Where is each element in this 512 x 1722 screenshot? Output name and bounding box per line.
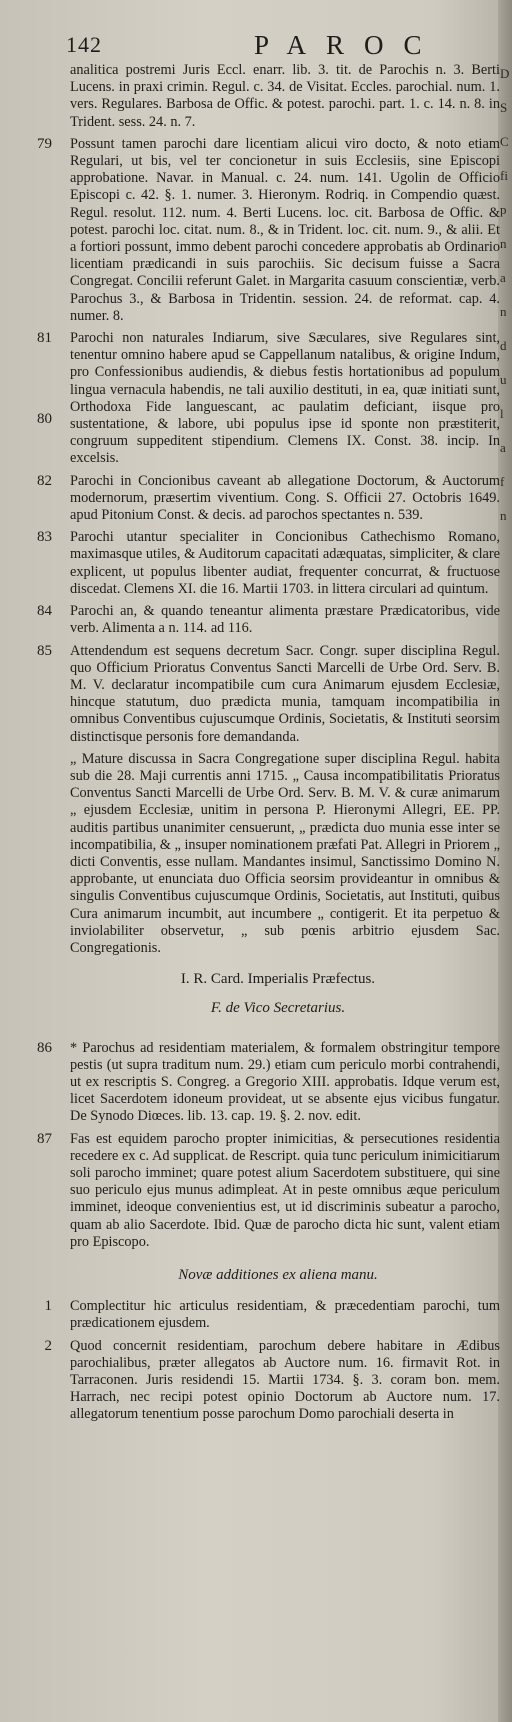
paragraph-text: analitica postremi Juris Eccl. enarr. lib. 3. tit. de Parochis n. 3. Berti Lucens. in praxi crimin. Regul. c. 34. de Visitat. Eccles. parochial. num. 1. vers. Regulares. Barbosa de Offic. & potest. parochi. part. 1. c. 14. n. 8. in Trident. sess. 24. n. 7. — [70, 62, 500, 130]
adjacent-page-letter: d — [500, 338, 507, 353]
adjacent-page-letter: n — [500, 236, 507, 251]
paragraph-text: Parochi non naturales Indiarum, sive Sæculares, sive Regulares sint, tenentur omnino habere apud se Cappellanum natalibus, & origine Indum, pro Confessionibus audiendis, & diebus festis hortationibus ad populum lingua vernacula habendis, ne tali auxilio destituti, in ea, quæ initiati sunt, Orthodoxa Fide languescant, ac paulatim deficiant, iisque pro sustentatione, & labore, ubi populus ipse id sponte non præstiterit, congruum suppeditent stipendium. Clemens IX. Const. 38. incip. In excelsis. — [70, 330, 500, 467]
adjacent-page-letter: S — [500, 100, 508, 115]
adjacent-page-letter: u — [500, 372, 507, 387]
addition-2 — [44, 1337, 500, 1424]
paragraph-number: 84 — [37, 603, 52, 620]
paragraph-number: 2 — [44, 1337, 52, 1354]
paragraph-text: Parochi in Concionibus caveant ab allegatione Doctorum, & Auctorum modernorum, præsertim viventium. Cong. S. Officii 27. Octobris 1649. apud Pitonium Const. & decis. ad parochos spectantes n. 539. — [70, 472, 500, 524]
paragraph-84 — [37, 603, 500, 637]
paragraph-number: 1 — [44, 1298, 52, 1315]
adjacent-page-letter: n — [500, 508, 507, 523]
paragraph-text: Possunt tamen parochi dare licentiam alicui viro docto, & noto etiam Regulari, ut bis, vel ter concionetur in suis Ecclesiis, sine Episcopi approbatione. Navar. in Manual. c. 24. num. 141. Ugolin de Officio Episcopi c. 42. §. 1. numer. 3. Hieronym. Rodriq. in Compendio quæst. Regul. resolut. 112. num. 4. Berti Lucens. loc. cit. Barbosa de Offic. & potest. parochi loc. citat. num. 8., & in Trident. loc. cit. num. 9., & alii. Et a fortiori possunt, immo debent parochi concedere approbatis ab Ordinario licentiam prædicandi in suis parochiis. Sic decisum fuisse a Sacra Congregat. Concilii referunt Galet. in Margarita casuum conscientiæ, verb. Parochus 3., & Barbosa in Tridentin. session. 24. de reformat. cap. 4. numer. 8. — [70, 135, 500, 324]
adjacent-page-letter: a — [500, 270, 506, 285]
paragraph-86 — [37, 1039, 500, 1126]
paragraph-text: Parochi an, & quando teneantur alimenta præstare Prædicatoribus, vide verb. Alimenta a n. 114. ad 116. — [70, 603, 500, 637]
adjacent-page-edge — [498, 0, 512, 1722]
running-head: PAROC — [254, 30, 442, 60]
paragraph-83 — [37, 529, 500, 598]
adjacent-page-letter: C — [500, 134, 509, 149]
paragraph-text: Complectitur hic articulus residentiam, & præcedentiam parochi, tum prædicationem ejusdem. — [70, 1298, 500, 1332]
adjacent-page-letter: f — [500, 474, 505, 489]
adjacent-page-letter: n — [500, 304, 507, 319]
adjacent-page-letter: D — [500, 66, 510, 81]
paragraph-number: 83 — [37, 529, 52, 546]
adjacent-page-letter: a — [500, 440, 506, 455]
paragraph-text: * Parochus ad residentiam materialem, & formalem obstringitur tempore pestis (ut supra traditum num. 29.) etiam cum periculo morbi contrahendi, ut ex rescriptis S. Congreg. a Gregorio XIII. approbatis. Idque verum est, licet Sacerdotem idoneum provideat, ut se absente ejus vicibus fungatur. De Synodo Diœces. lib. 13. cap. 19. §. 2. nov. edit. — [70, 1039, 500, 1125]
paragraph-text: Attendendum est sequens decretum Sacr. Congr. super disciplina Regul. quo Officium Prioratus Conventus Sancti Marcelli de Urbe Ord. Serv. B. M. V. declaratur incompatibile cum cura Animarum ejusdem Ecclesiæ, hincque statutum, duo prædicta munia, tamquam incompatibilia in omnibus Conventibus cujuscumque Ordinis, Societatis, & Instituti seorsim distinctisque personis fore demandanda. — [70, 642, 500, 745]
paragraph-number: 81 — [37, 330, 52, 347]
page-number: 142 — [66, 32, 102, 57]
paragraph-87 — [37, 1130, 500, 1251]
paragraph-text: Fas est equidem parocho propter inimicitias, & persecutiones residentia recedere ex c. Ad supplicat. de Rescript. quia tunc periculum inimicitiarum soli parocho imminet; quare potest alium Sacerdotem substituere, qui sine suo periculo ejus munus adimpleat. At in peste omnibus æque periculum imminet, ideoque convenientius est, ut id discriminis subeatur a parocho, quam ab alio Sacerdote. Ibid. Quæ de parocho dicta hic sunt, valent etiam pro Episcopo. — [70, 1130, 500, 1250]
decree-quotation: „ Mature discussa in Sacra Congregatione super disciplina Regul. habita sub die 28. Maji currentis anni 1715. „ Causa incompatibilitatis Prioratus Conventus Sancti Marcelli de Urbe Ord. Serv. B. M. V. & curæ animarum „ ejusdem Ecclesiæ, unitim in persona P. Hieronymi Allegri, EE. PP. auditis partibus unanimiter censuerunt, „ prædicta duo munia esse inter se incompatibilia, & „ insuper nominationem præfati Pat. Allegri in Priorem „ dicti Conventis, esse nullam. Mandantes insimul, Sanctissimo Domino N. approbante, ut enunciata duo Officia seorsim provideantur in omnibus & singulis Conventibus cujuscumque Ordinis, Societatis, aut Instituti, quibus Cura animarum incumbit, aut incumbere „ contigerit. Et ita perpetuo & inviolabiliter observetur, „ sub pœnis arbitrio ejusdem Sac. Congregationis. — [70, 750, 500, 956]
paragraph-text: Parochi utantur specialiter in Concionibus Cathechismo Romano, maximasque utiles, & Auditorum capacitati adæquatas, simpliciter, & clare explicent, ut populus libenter audiat, frequenter concurrat, & fructuose discedat. Clemens XI. die 16. Martii 1703. in littera circulari ad quintum. — [70, 529, 500, 597]
adjacent-page-letter: p — [500, 202, 507, 217]
page-body — [37, 62, 500, 1429]
paragraph-continuation — [56, 62, 500, 131]
paragraph-number: 82 — [37, 472, 52, 489]
paragraph-number: 86 — [37, 1039, 52, 1056]
paragraph-85 — [37, 642, 500, 746]
paragraph-text: Quod concernit residentiam, parochum debere habitare in Ædibus parochialibus, præter allegatos ab Auctore num. 16. firmavit Rot. in Tarraconen. Juris residendi 15. Martii 1734. §. 3. coram bon. mem. Harrach, nec recipi potest opinio Doctorum ab Auctore num. 17. allegatorum tenentium posse parochum Domo parochiali deserta in — [70, 1337, 500, 1423]
adjacent-page-letter: fi — [500, 168, 508, 183]
adjacent-page-letter: l — [500, 406, 504, 421]
paragraph-number: 87 — [37, 1130, 52, 1147]
paragraph-82 — [37, 472, 500, 525]
secretary-signature: F. de Vico Secretarius. — [210, 1000, 346, 1017]
page-header — [66, 30, 496, 64]
additions-heading: Novæ additiones ex aliena manu. — [178, 1267, 378, 1283]
paragraph-number: 80 — [37, 411, 52, 427]
prefect-signature: I. R. Card. Imperialis Præfectus. — [180, 971, 376, 988]
paragraph-number: 79 — [37, 135, 52, 152]
paragraph-number: 85 — [37, 642, 52, 659]
addition-1 — [44, 1298, 500, 1332]
